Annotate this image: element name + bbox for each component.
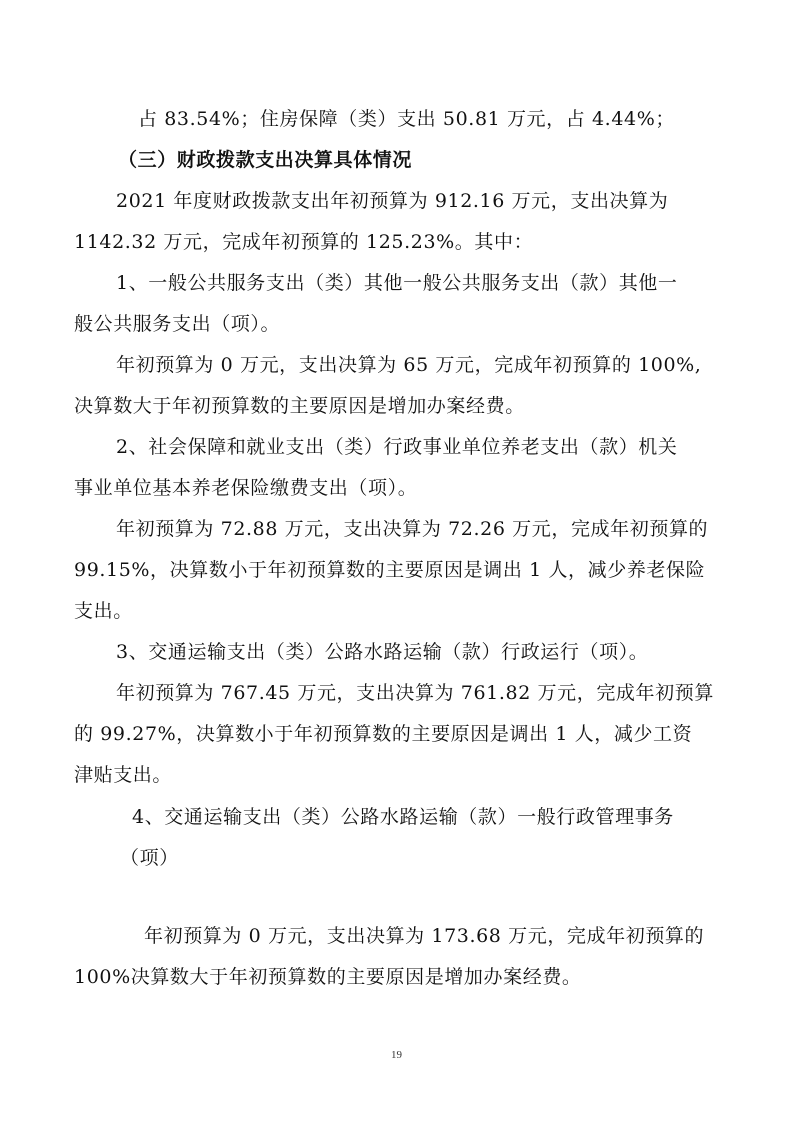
text-line: 4、交通运输支出（类）公路水路运输（款）一般行政管理事务	[132, 806, 674, 828]
text-line: （项）	[120, 847, 179, 869]
text-line: 决算数大于年初预算数的主要原因是增加办案经费。	[74, 395, 525, 417]
page-number: 19	[391, 1049, 402, 1061]
text-line: 占 83.54%；住房保障（类）支出 50.81 万元，占 4.44%；	[138, 108, 675, 130]
text-line: 年初预算为 0 万元，支出决算为 65 万元，完成年初预算的 100%,	[116, 354, 702, 376]
text-line: 1、一般公共服务支出（类）其他一般公共服务支出（款）其他一	[116, 272, 678, 294]
text-line: 事业单位基本养老保险缴费支出（项）。	[74, 477, 418, 499]
text-line: 津贴支出。	[74, 764, 173, 786]
text-line: 的 99.27%，决算数小于年初预算数的主要原因是调出 1 人，减少工资	[74, 723, 693, 745]
text-line: 100%决算数大于年初预算数的主要原因是增加办案经费。	[74, 966, 582, 988]
text-line: 2、社会保障和就业支出（类）行政事业单位养老支出（款）机关	[116, 436, 678, 458]
text-line: 1142.32 万元，完成年初预算的 125.23%。其中：	[74, 231, 534, 253]
text-line: 般公共服务支出（项）。	[74, 313, 281, 335]
text-line: 99.15%，决算数小于年初预算数的主要原因是调出 1 人，减少养老保险	[74, 559, 706, 581]
text-line: 年初预算为 72.88 万元，支出决算为 72.26 万元，完成年初预算的	[116, 518, 709, 540]
text-line: 年初预算为 767.45 万元，支出决算为 761.82 万元，完成年初预算	[116, 682, 714, 704]
text-line: 年初预算为 0 万元，支出决算为 173.68 万元，完成年初预算的	[144, 925, 705, 947]
text-line: 支出。	[74, 600, 133, 622]
text-line: 3、交通运输支出（类）公路水路运输（款）行政运行（项）。	[116, 641, 649, 663]
text-line: 2021 年度财政拨款支出年初预算为 912.16 万元，支出决算为	[116, 190, 669, 212]
section-heading: （三）财政拨款支出决算具体情况	[118, 149, 413, 171]
